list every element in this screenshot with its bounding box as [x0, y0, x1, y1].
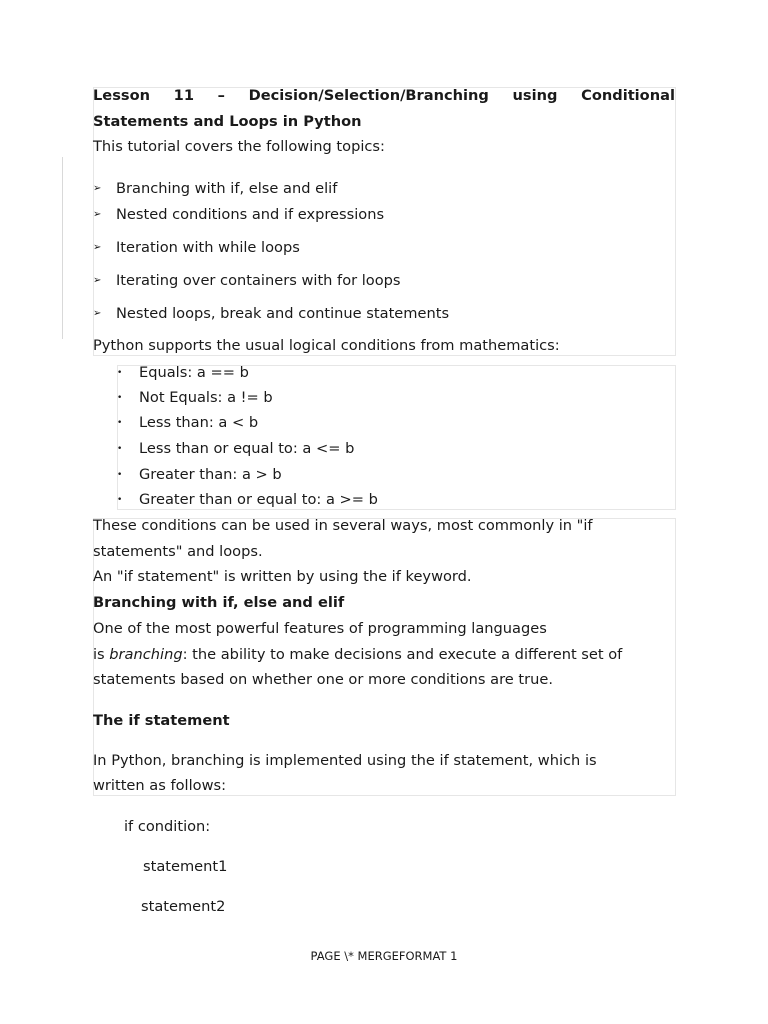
title-word: Conditional	[581, 87, 675, 104]
if-statement-intro: An "if statement" is written by using the if keyword.	[93, 568, 472, 585]
if-paragraph-line1: In Python, branching is implemented using the if statement, which is	[93, 752, 597, 769]
arrow-bullet-icon: ➢	[93, 242, 102, 253]
branching-paragraph-line1: One of the most powerful features of programming languages	[93, 620, 547, 637]
margin-change-bar	[62, 157, 63, 339]
title-word: 11	[173, 87, 194, 104]
text-run: : the ability to make decisions and execute a different set of	[182, 646, 623, 663]
title-word: –	[217, 87, 225, 104]
lesson-title-line2: Statements and Loops in Python	[93, 113, 362, 130]
bullet-dot-icon: •	[117, 418, 123, 428]
condition-item: Equals: a == b	[139, 364, 249, 381]
condition-item: Greater than: a > b	[139, 466, 282, 483]
arrow-bullet-icon: ➢	[93, 308, 102, 319]
condition-item: Greater than or equal to: a >= b	[139, 491, 378, 508]
condition-item: Not Equals: a != b	[139, 389, 273, 406]
lesson-title-line1	[93, 87, 675, 105]
bullet-dot-icon: •	[117, 495, 123, 505]
condition-item: Less than or equal to: a <= b	[139, 440, 355, 457]
section-heading-branching: Branching with if, else and elif	[93, 594, 345, 611]
title-word: using	[512, 87, 558, 104]
code-line: if condition:	[124, 818, 211, 835]
if-paragraph-line2: written as follows:	[93, 777, 227, 794]
conditions-usage-line2: statements" and loops.	[93, 543, 263, 560]
topic-item: Branching with if, else and elif	[116, 180, 338, 197]
branching-paragraph-line2	[93, 646, 622, 664]
bullet-dot-icon: •	[117, 444, 123, 454]
topic-item: Nested conditions and if expressions	[116, 206, 385, 223]
logical-conditions-intro: Python supports the usual logical conditions from mathematics:	[93, 337, 560, 354]
code-line: statement1	[143, 858, 228, 875]
topic-item: Iteration with while loops	[116, 239, 300, 256]
intro-text: This tutorial covers the following topics:	[93, 138, 385, 155]
topic-item: Iterating over containers with for loops	[116, 272, 401, 289]
bullet-dot-icon: •	[117, 368, 123, 378]
bullet-dot-icon: •	[117, 393, 123, 403]
page-footer: PAGE \* MERGEFORMAT 1	[310, 949, 458, 963]
title-word: Decision/Selection/Branching	[248, 87, 489, 104]
condition-item: Less than: a < b	[139, 414, 259, 431]
arrow-bullet-icon: ➢	[93, 183, 102, 194]
topic-item: Nested loops, break and continue statements	[116, 305, 450, 322]
conditions-list-frame	[117, 365, 676, 510]
arrow-bullet-icon: ➢	[93, 209, 102, 220]
branching-paragraph-line3: statements based on whether one or more conditions are true.	[93, 671, 553, 688]
title-word: Lesson	[93, 87, 150, 104]
code-line: statement2	[141, 898, 226, 915]
italic-term: branching	[109, 646, 183, 663]
section-heading-if: The if statement	[93, 712, 230, 729]
conditions-usage-line1: These conditions can be used in several ways, most commonly in "if	[93, 517, 593, 534]
text-run: is	[93, 646, 110, 663]
arrow-bullet-icon: ➢	[93, 275, 102, 286]
bullet-dot-icon: •	[117, 470, 123, 480]
